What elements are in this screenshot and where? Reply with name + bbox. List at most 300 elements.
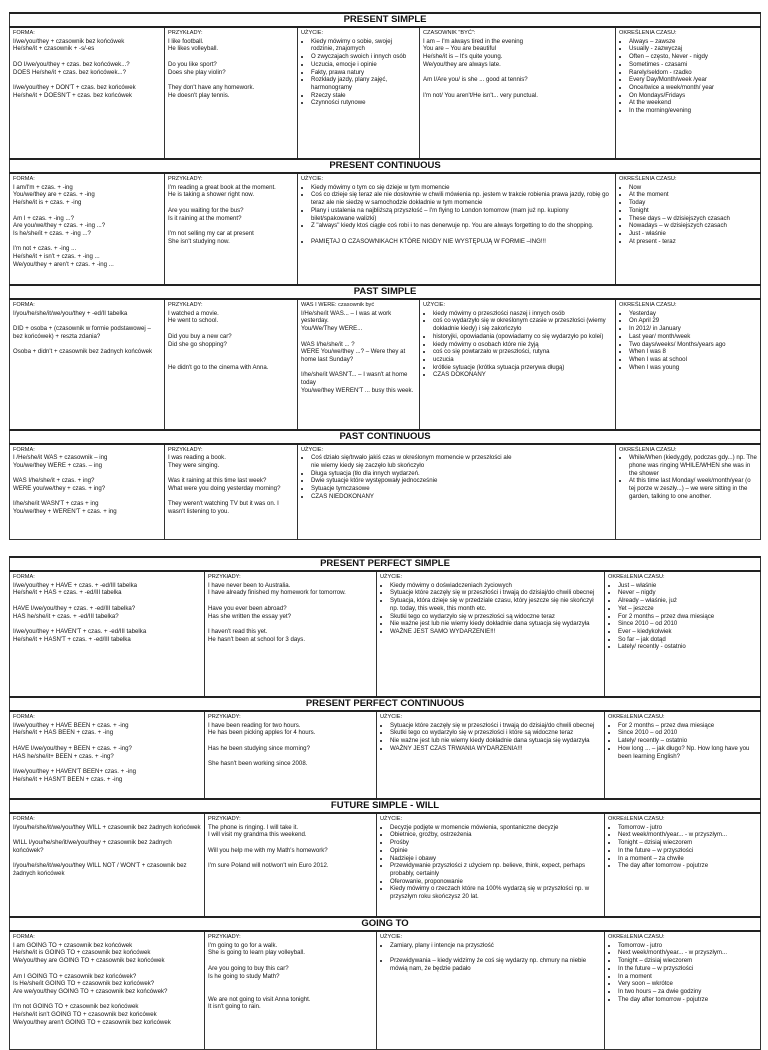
text-line: Was it raining at this time last week? [168, 477, 267, 485]
text-line [13, 341, 161, 349]
list-item: • Czynności rutynowe [311, 99, 416, 107]
text-line: It isn't going to rain. [208, 1003, 261, 1011]
text-line [168, 76, 294, 84]
text-line: I'm sure Poland will not/won't win Euro 2012. [208, 862, 329, 870]
list-item: • Kiedy mówimy o tym co się dzieje w tym momencie [311, 184, 612, 192]
przyklady-cell: PRZYKŁADY: I'm reading a great book at the moment. He is taking a shower right now. Are you waiting for the bus? Is it raining at the moment? I'm not selling my car at present She isn't studying now. [165, 173, 298, 285]
list-item: • Przewidywanie przyszłości z użyciem np. believe, think, expect, perhaps probably, certainly [390, 862, 601, 877]
section-title-past-simple: PAST SIMPLE [10, 285, 761, 299]
text-line [13, 493, 161, 501]
text-line: I/he/she/it WASN'T + czas + ing [13, 500, 99, 508]
text-line: HAVE I/we/you/they + czas. + -ed/III tabelka? [13, 604, 136, 612]
text-line: They were singing. [168, 461, 220, 469]
list-item: • Długa sytuacja (tło dla innych wydarzeń. [311, 470, 515, 478]
text-line: WERE You/we/they ...? – Were they at home last Sunday? [301, 348, 407, 363]
list-item: • Z "always" kiedy ktoś ciągle coś robi i to nas denerwuje np. You are always forgetting to do the shopping. [311, 222, 612, 230]
przyklady-cell: PRZYKłADY: I'm going to go for a walk. She is going to learn play volleyball. Are you going to buy this car? Is he going to study Math? We are not going to visit Anna tonight. It isn't going to rain. [205, 931, 377, 1049]
text-line: I/he/she/it WASN'T... – I wasn't at home today [301, 371, 410, 386]
list-item: • Now [629, 184, 757, 192]
uzycie-cell: UŻYCIE: • Sytuacje które zaczęły się w przeszłości i trwają do dzisiaj/do chwili obecnej • Skutki tego co wydarzyło się w przeszłości i które są widoczne teraz • Nie ważne jest lub nie wiemy kiedy dokładnie dana sytuacja się wydarzyła • WAŻNY JEST CZAS TRWANIA WYDARZENIA!!! [377, 711, 605, 799]
list-item: • Very soon – wkrótce [618, 980, 757, 988]
text-line: Has she written the essay yet? [208, 612, 291, 620]
list-item: • WAŻNE JEST SAMO WYDARZENIE!!! [390, 628, 601, 636]
list-item: • In the morning/evening [629, 107, 757, 115]
text-line [13, 238, 161, 246]
text-line: I am – I'm always tired in the evening [423, 37, 524, 45]
text-line: Did you buy a new car? [168, 332, 232, 340]
text-line: Is he/she/it + czas. + -ing ...? [13, 229, 91, 237]
list-item: • Last year/ month/week [629, 333, 757, 341]
text-line [168, 53, 294, 61]
list-item: • Skutki tego co wydarzyło się w przeszłości są widoczne teraz [390, 613, 601, 621]
text-line: I'm not selling my car at present [168, 229, 254, 237]
section-title-future-simple: FUTURE SIMPLE - WILL [10, 799, 761, 813]
przyklady-cell: PRZYKłADY: I have been reading for two hours. He has been picking apples for 4 hours. Has he been studying since morning? She hasn't been working since 2008. [205, 711, 377, 799]
list-item: • Dwie sytuacje które występowały jednocześnie [311, 477, 515, 485]
text-line: I am/I'm + czas. + -ing [13, 183, 73, 191]
text-line [208, 753, 373, 761]
bullet-list [301, 38, 416, 107]
text-line: I watched a movie. [168, 309, 219, 317]
text-line: He/she/it + isn't + czas. + -ing ... [13, 253, 100, 260]
uzycie-cell: UŻYCIE: • kiedy mówimy o przeszłości naszej i innych osób • coś co wydarzyło się w określonym czasie w przeszłości (wiemy dokładnie kiedy) i się zakończyło • historyjki, opowiadania (opowiadamy co się wydarzyło po kolei) • kiedy mówimy o osobach które nie żyją • coś co się powtarzało w przeszłości, rutyna • uczucia • krótkie sytuacje (krótka sytuacja przerywa długą) • CZAS DOKONANY [420, 299, 616, 429]
list-item: • Nadzieje i obawy [390, 855, 601, 863]
text-line: HAS he/she/it+ BEEN + czas. + -ing? [13, 752, 114, 760]
forma-cell: FORMA: I/we/you/they + HAVE BEEN + czas. + -ing He/she/it + HAS BEEN + czas. + -ing HAVE I/we/you/they + BEEN + czas. + -ing? HAS he/she/it+ BEEN + czas. + -ing? I/we/you/they + HAVEN'T BEEN+ czas. + -ing He/she/it + HASN'T BEEN + czas. + -ing [10, 711, 205, 799]
list-item: • When I was 8 [629, 348, 757, 356]
list-item: • Prośby [390, 839, 601, 847]
bullet-list [608, 722, 757, 761]
list-item: • Zamiary, plany i intencje na przyszłość [390, 942, 601, 950]
list-item: • Oferowanie, proponowanie [390, 878, 601, 886]
okreslenia-cell: OKREŚLENIA CZASU: • While/When (kiedy,gdy, podczas gdy...) np. The phone was ringing WHILE/WHEN she was in the shower • At this time last Monday/ week/month/year (o tej porze w zeszły...) – we were sitting in the garden, talking to one another. [616, 444, 761, 540]
list-item: • Today [629, 199, 757, 207]
list-item: • At the weekend [629, 99, 757, 107]
text-line: He/she/it is + czas. + -ing [13, 199, 82, 207]
text-line: You/We/They WERE... [301, 325, 363, 333]
sheet-bottom [9, 556, 760, 1050]
bullet-list [619, 454, 757, 500]
text-line: I was reading a book. [168, 454, 226, 462]
list-item: • Once/twice a week/month/ year [629, 84, 757, 92]
forma-cell: FORMA: I/we/you/they + HAVE + czas. + -ed/III tabelka He/she/it + HAS + czas. + -ed/III tabelka HAVE I/we/you/they + czas. + -ed/III tabelka? HAS he/she/it + czas. + -ed/III tabelka? I/we/you/they + HAVEN'T + czas. + -ed/III tabelka He/she/it + HASN'T + czas. + -ed/III tabelka [10, 571, 205, 697]
section-title-going-to: GOING TO [10, 917, 761, 931]
text-line: You/we/they are + czas. + -ing [13, 191, 95, 199]
list-item: • Coś działo się/trwało jakiś czas w określonym momencie w przeszłości ale nie wiemy kiedy się zaczęło lub skończyło [311, 454, 515, 469]
list-item: • Yet – jeszcze [618, 605, 757, 613]
list-item: • At the moment [629, 191, 757, 199]
forma-cell: FORMA: I/you/he/she/it/we/you/they + -ed/II tabelka DID + osoba + (czasownik w formie podstawowej – bez końcówek) + reszta zdania? Osoba + didn't + czasownik bez żadnych końcówek [10, 299, 165, 429]
list-item: • In 2012/ in January [629, 325, 757, 333]
text-line [208, 957, 373, 965]
list-item: • Decyzje podjęte w momencie mówienia, spontaniczne decyzje [390, 824, 601, 832]
list-item: • Next week/month/year... - w przyszłym... [618, 949, 757, 957]
text-line: We are not going to visit Anna tonight. [208, 995, 311, 1003]
list-item: • Often – często, Never - nigdy [629, 53, 757, 61]
przyklady-cell: PRZYKŁADY: I was reading a book. They were singing. Was it raining at this time last week? What were you doing yesterday morning? They weren't watching TV but it was on. I wasn't listening to you. [165, 444, 298, 540]
okreslenia-cell: OKREŚLENIA CZASU: • Always – zawsze • Usually - zazwyczaj • Often – często, Never - nigdy • Sometimes - czasami • Rarely/seldom - rzadko • Every Day/Month/week /year • Once/twice a week/month/ year • On Mondays/Fridays • At the weekend • In the morning/evening [616, 27, 761, 159]
text-line [13, 737, 201, 745]
list-item: • Never – nigdy [618, 589, 757, 597]
text-line [168, 222, 294, 230]
text-line: Do you like sport? [168, 60, 217, 68]
text-line: He didn't go to the cinema with Anna. [168, 363, 269, 371]
text-line: They don't have any homework. [168, 83, 255, 91]
list-item: • Rzeczy stałe [311, 92, 416, 100]
list-item: • On Mondays/Fridays [629, 92, 757, 100]
list-item: • When I was at school [629, 356, 757, 364]
text-line [301, 333, 416, 341]
text-line [168, 199, 294, 207]
list-item: • CZAS NIEDOKONANY [311, 493, 515, 501]
text-line: I'm not GOING TO + czasownik bez końcówek [13, 1003, 139, 1011]
list-item: • Tonight – dzisiaj wieczorem [618, 839, 757, 847]
text-line: He/she/it is GOING TO + czasownik bez końcówek [13, 949, 151, 957]
text-line [13, 470, 161, 478]
text-line: I'm not/ You aren't/He isn't... very punctual. [423, 91, 538, 99]
list-item: • Sytuacje które zaczęły się w przeszłości i trwają do dzisiaj/do chwili obecnej [390, 722, 601, 730]
row-past-simple [10, 299, 761, 429]
list-item: • At this time last Monday/ week/month/year (o tej porze w zeszły...) – we were sitting in the garden, talking to one another. [629, 477, 757, 500]
list-item: • Just - właśnie [629, 230, 757, 238]
list-item: • The day after tomorrow - pojutrze [618, 996, 757, 1004]
text-line [168, 356, 294, 364]
list-item: • In a moment [618, 973, 757, 981]
text-line: He/she/it isn't GOING TO + czasownik bez końcówek [13, 1011, 157, 1018]
text-line: He/she/it + DOESN'T + czas. bez końcówek [13, 91, 132, 99]
text-line [13, 76, 161, 84]
text-line: I have already finished my homework for tomorrow. [208, 589, 346, 597]
text-line: Am I/Are you/ is she ... good at tennis? [423, 76, 528, 84]
text-line: I have never been to Australia. [208, 581, 291, 589]
text-line [13, 965, 201, 973]
text-line: HAVE I/we/you/they + BEEN + czas. + -ing? [13, 744, 132, 752]
list-item: • kiedy mówimy o osobach które nie żyją [433, 341, 612, 349]
okreslenia-cell: OKREŚLENIA CZASU: • Yesterday • On April 29 • In 2012/ in January • Last year/ month/week • Two days/weeks/ Months/years ago • When I was 8 • When I was at school • When I was young [616, 299, 761, 429]
section-title-present-perfect-simple: PRESENT PERFECT SIMPLE [10, 557, 761, 571]
text-line: Am I GOING TO + czasownik bez końcówek? [13, 972, 137, 980]
text-line: I/He/she/it WAS... – I was at work yesterday. [301, 309, 393, 325]
text-line: Is He/she/it GOING TO + czasownik bez końcówek? [13, 980, 155, 988]
okreslenia-cell: OKREśLENIA CZASU: • Tomorrow - jutro • Next week/month/year... - w przyszłym... • Tonight – dzisiaj wieczorem • In the future – w przyszłości • In a moment – za chwile • The day after tomorrow - pojutrze [605, 813, 761, 917]
text-line: He/she/it + HASN'T BEEN + czas. + -ing [13, 775, 123, 783]
list-item: • uczucia [433, 356, 612, 364]
przyklady-cell: PRZYKłADY: I have never been to Australia. I have already finished my homework for tomorrow. Have you ever been abroad? Has she written the essay yet? I haven't read this yet. He hasn't been at school for 3 days. [205, 571, 377, 697]
text-line: He/she/it is – It's quite young. [423, 53, 503, 61]
list-item: • Nie ważne jest lub nie wiemy kiedy dokładnie dana sytuacja się wydarzyła [390, 737, 601, 745]
text-line: I/you/he/she/it/we/you/they + -ed/II tabelka [13, 309, 128, 317]
row-going-to [10, 931, 761, 1049]
list-item: • O zwyczajach swoich i innych osób [311, 53, 416, 61]
text-line [168, 470, 294, 478]
row-present-continuous [10, 173, 761, 285]
list-item: • Sometimes - czasami [629, 61, 757, 69]
list-item: • So far – jak dotąd [618, 636, 757, 644]
text-line: DOES He/she/it + czas. bez końcówek...? [13, 68, 126, 76]
list-item: • Opinie [390, 847, 601, 855]
row-past-continuous [10, 444, 761, 540]
list-item: • Sytuacje które zaczęły się w przeszłości i trwają do dzisiaj/do chwili obecnej [390, 589, 601, 597]
text-line: They weren't watching TV but it was on. I wasn't listening to you. [168, 500, 281, 516]
text-line [423, 84, 612, 92]
text-line [13, 317, 161, 325]
section-title-past-continuous: PAST CONTINUOUS [10, 430, 761, 444]
text-line: He/she/it + czasownik + -s/-es [13, 45, 95, 53]
text-line: I/we/you/they + HAVE + czas. + -ed/III tabelka [13, 581, 138, 589]
sheet-top [9, 12, 760, 540]
text-line [168, 348, 294, 356]
list-item: • Rozkłady jazdy, plany zajęć, harmonogramy [311, 76, 416, 91]
text-line: He has been picking apples for 4 hours. [208, 729, 316, 737]
text-line: He/she/it + HAS BEEN + czas. + -ing [13, 729, 114, 737]
list-item: • Coś co dzieje się teraz ale nie dosłownie w chwili mówienia np. jestem w trakcie robienia prawa jazdy, robię go teraz ale nie siedzę w samochodzie dokładnie w tym momencie [311, 191, 612, 206]
text-line: What were you doing yesterday morning? [168, 485, 281, 492]
forma-cell: FORMA: I am/I'm + czas. + -ing You/we/they are + czas. + -ing He/she/it is + czas. + -ing Am I + czas. + -ing ...? Are you/we/they + czas. + -ing ...? Is he/she/it + czas. + -ing ...? I'm not + czas. + -ing ... He/she/it + isn't + czas. + -ing ... We/you/they + aren't + czas. + -ing ... [10, 173, 165, 285]
bullet-list [619, 38, 757, 115]
list-item: • In the future – w przyszłości [618, 847, 757, 855]
list-item: • At present - teraz [629, 238, 757, 246]
text-line [13, 760, 201, 768]
przyklady-cell: PRZYKłADY: The phone is ringing. I will take it. I will visit my grandma this weekend. Will you help me with my Math's homework? I'm sure Poland will not/won't win Euro 2012. [205, 813, 377, 917]
list-item: • Since 2010 – od 2010 [618, 729, 757, 737]
text-line: Osoba + didn't + czasownik bez żadnych końcówek [13, 348, 153, 356]
list-item: • krótkie sytuacje (krótka sytuacja przerywa długą) [433, 364, 612, 372]
list-item: • Uczucia, emocje i opinie [311, 61, 416, 69]
text-line [208, 737, 373, 745]
text-line: I/we/you/they + czasownik bez końcówek [13, 37, 125, 45]
list-item: • In a moment – za chwile [618, 855, 757, 863]
text-line: I haven't read this yet. [208, 627, 268, 635]
list-item: • Skutki tego co wydarzyło się w przeszłości i które są widoczne teraz [390, 729, 601, 737]
list-item: • Sytuacja, która dzieje się w przedziale czasu, który jeszcze się nie skończył np. today, this week, this month etc. [390, 597, 601, 612]
text-line: I/we/you/they + DON'T + czas. bez końcówek [13, 83, 136, 91]
text-line [208, 839, 373, 847]
okreslenia-cell: OKREśLENIA CZASU: • Tomorrow - jutro • Next week/month/year... - w przyszłym... • Tonight – dzisiaj wieczorem • In the future – w przyszłości • In a moment • Very soon – wkrótce • In two hours – za dwie godziny • The day after tomorrow - pojutrze [605, 931, 761, 1049]
bullet-list [380, 582, 601, 636]
text-line [168, 325, 294, 333]
text-line: DO I/we/you/they + czas. bez końcówek...? [13, 60, 130, 68]
text-line: I'm reading a great book at the moment. [168, 183, 276, 191]
list-item: • The day after tomorrow - pojutrze [618, 862, 757, 870]
forma-cell: FORMA: I am GOING TO + czasownik bez końcówek He/she/it is GOING TO + czasownik bez końcówek We/you/they are GOING TO + czasownik bez końcówek Am I GOING TO + czasownik bez końcówek? Is He/she/it GOING TO + czasownik bez końcówek? Are we/you/they GOING TO + czasownik bez końcówek? I'm not GOING TO + czasownik bez końcówek He/she/it isn't GOING TO + czasownik bez końcówek We/you/they aren't GOING TO + czasownik bez końcówek [10, 931, 205, 1049]
list-item: • Sytuacje tymczasowe [311, 485, 515, 493]
uzycie-cell: UŻYCIE: • Kiedy mówimy o doświadczeniach życiowych • Sytuacje które zaczęły się w przeszłości i trwają do dzisiaj/do chwili obecnej • Sytuacja, która dzieje się w przedziale czasu, który jeszcze się nie skończył np. today, this week, this month etc. • Skutki tego co wydarzyło się w przeszłości są widoczne teraz • Nie ważne jest lub nie wiemy kiedy dokładnie dana sytuacja się wydarzyła • WAŻNE JEST SAMO WYDARZENIE!!! [377, 571, 605, 697]
list-item: • Przewidywania – kiedy widzimy że coś się wydarzy np. chmury na niebie mówią nam, że będzie padało [390, 957, 601, 972]
text-line: He/she/it + HASN'T + czas. + -ed/III tabelka [13, 635, 131, 643]
okreslenia-cell: OKREŚLENIA CZASU: • Now • At the moment • Today • Tonight • These days – w dzisiejszych czasach • Nowadays – w dzisiejszych czasach • Just - właśnie • At present - teraz [616, 173, 761, 285]
list-item: • For 2 months – przez dwa miesiące [618, 613, 757, 621]
text-line: I will visit my grandma this weekend. [208, 831, 307, 839]
text-line: I/we/you/they + HAVE BEEN + czas. + -ing [13, 721, 129, 729]
bullet-list [380, 942, 601, 973]
text-line: I'm not + czas. + -ing ... [13, 245, 77, 253]
list-item: • Tonight [629, 207, 757, 215]
bullet-list [301, 454, 515, 500]
text-line: You/we/they + WEREN'T + czas. + ing [13, 508, 117, 516]
text-line [423, 69, 612, 77]
text-line: Is he going to study Math? [208, 972, 280, 980]
uzycie-cell: UŻYCIE: • Kiedy mówimy o tym co się dzieje w tym momencie • Coś co dzieje się teraz ale nie dosłownie w chwili mówienia np. jestem w trakcie robienia prawa jazdy, robię go teraz ale nie siedzę w samochodzie dokładnie w tym momencie • Plany i ustalenia na najbliższą przyszłość – I'm flying to London tomorrow (mam już np. kupiony bilet/spakowane walizki) • Z "always" kiedy ktoś ciągle coś robi i to nas denerwuje np. You are always forgetting to do the shopping. • PAMIĘTAJ O CZASOWNIKACH KTÓRE NIGDY NIE WYSTĘPUJĄ W FORMIE –ING!!! [298, 173, 616, 285]
text-line [208, 597, 373, 605]
section-title-present-continuous: PRESENT CONTINUOUS [10, 159, 761, 173]
text-line: Have you ever been abroad? [208, 604, 287, 612]
bullet-list [423, 310, 612, 379]
bullet-list [380, 824, 601, 901]
text-line: She isn't studying now. [168, 237, 230, 245]
text-line [208, 620, 373, 628]
list-item: • Tonight – dzisiaj wieczorem [618, 957, 757, 965]
was-were-cell: WAS I WERE: czasownik być I/He/she/it WAS... – I was at work yesterday. You/We/They WERE... WAS I/he/she/it ... ? WERE You/we/they ...? – Were they at home last Sunday? I/he/she/it WASN'T... – I wasn't at home today You/we/they WEREN'T ... busy this week. [298, 299, 420, 429]
row-present-perfect-continuous [10, 711, 761, 799]
list-item: • PAMIĘTAJ O CZASOWNIKACH KTÓRE NIGDY NIE WYSTĘPUJĄ W FORMIE –ING!!! [311, 238, 612, 246]
text-line: WILL I/you/he/she/it/we/you/they + czasownik bez żadnych końcówek? [13, 839, 174, 854]
text-line [208, 980, 373, 988]
text-line [13, 996, 201, 1004]
text-line: Are you going to buy this car? [208, 964, 289, 972]
bullet-list [619, 184, 757, 246]
text-line: She hasn't been working since 2008. [208, 760, 308, 768]
list-item: • These days – w dzisiejszych czasach [629, 215, 757, 223]
list-item: • Tomorrow - jutro [618, 824, 757, 832]
list-item: • Already – właśnie, już [618, 597, 757, 605]
list-item: • Lately/ recently – ostatnio [618, 737, 757, 745]
list-item: • Fakty, prawa natury [311, 69, 416, 77]
row-present-simple [10, 27, 761, 159]
text-line: I'm going to go for a walk. [208, 941, 278, 949]
okreslenia-cell: OKREśLENIA CZASU: • Just – właśnie • Never – nigdy • Already – właśnie, już • Yet – jeszcze • For 2 months – przez dwa miesiące • Since 2010 – od 2010 • Ever – kiedykolwiek • So far – jak dotąd • Lately/ recently - ostatnio [605, 571, 761, 697]
text-line: DID + osoba + (czasownik w formie podstawowej – bez końcówek) + reszta zdania? [13, 325, 153, 340]
list-item: • In the future – w przyszłości [618, 965, 757, 973]
list-item: • Two days/weeks/ Months/years ago [629, 341, 757, 349]
okreslenia-cell: OKREśLENIA CZASU: • For 2 months – przez dwa miesiące • Since 2010 – od 2010 • Lately/ recently – ostatnio • How long ... – jak długo? Np. How long have you been learning English? [605, 711, 761, 799]
text-line: I/we/you/they + HAVEN'T + czas. + -ed/III tabelka [13, 627, 147, 635]
text-line [13, 597, 201, 605]
forma-cell: FORMA: I /He/she/it WAS + czasownik – ing You/we/they WERE + czas. – ing WAS I/he/she/it + czas. + ing? WERE you/we/they + czas. + ing? I/he/she/it WASN'T + czas + ing You/we/they + WEREN'T + czas. + ing [10, 444, 165, 540]
text-line: I/you/he/she/it/we/you/they WILL + czasownik bez żadnych końcówek [13, 823, 201, 831]
text-line: HAS he/she/it + czas. + -ed/III tabelka? [13, 612, 119, 620]
text-line: I am GOING TO + czasownik bez końcówek [13, 941, 133, 949]
list-item: • Just – właśnie [618, 582, 757, 590]
uzycie-cell: UŻYCIE: • Kiedy mówimy o sobie, swojej rodzinie, znajomych • O zwyczajach swoich i innych osób • Uczucia, emocje i opinie • Fakty, prawa natury • Rozkłady jazdy, plany zajęć, harmonogramy • Rzeczy stałe • Czynności rutynowe [298, 27, 420, 159]
text-line: Are you waiting for the bus? [168, 206, 244, 214]
text-line: You/we/they WERE + czas. – ing [13, 461, 103, 469]
text-line: He went to school. [168, 317, 219, 325]
text-line: Will you help me with my Math's homework? [208, 846, 328, 854]
bullet-list [301, 184, 612, 246]
list-item: • Kiedy mówimy o sobie, swojej rodzinie, znajomych [311, 38, 416, 53]
text-line: The phone is ringing. I will take it. [208, 823, 299, 831]
list-item: • Rarely/seldom - rzadko [629, 69, 757, 77]
text-line: WAS I/he/she/it + czas. + ing? [13, 477, 95, 485]
list-item: • How long ... – jak długo? Np. How long have you been learning English? [618, 745, 757, 760]
bullet-list [608, 582, 757, 651]
list-item: • On April 29 [629, 317, 757, 325]
text-line: Did she go shopping? [168, 340, 227, 348]
text-line: Has he been studying since morning? [208, 744, 310, 752]
text-line: We/you/they + aren't + czas. + -ing ... [13, 260, 114, 268]
uzycie-cell: UŻYCIE: • Coś działo się/trwało jakiś czas w określonym momencie w przeszłości ale nie wiemy kiedy się zaczęło lub skończyło • Długa sytuacja (tło dla innych wydarzeń. • Dwie sytuacje które występowały jednocześnie • Sytuacje tymczasowe • CZAS NIEDOKONANY [298, 444, 616, 540]
text-line: We/you/they aren't GOING TO + czasownik bez końcówek [13, 1018, 171, 1026]
text-line: I/you/he/she/it/we/you/they WILL NOT / WON'T + czasownik bez żadnych końcówek [13, 862, 189, 877]
text-line: Am I + czas. + -ing ...? [13, 214, 74, 222]
forma-cell: FORMA: I/we/you/they + czasownik bez końcówek He/she/it + czasownik + -s/-es DO I/we/you/they + czas. bez końcówek...? DOES He/she/it + czas. bez końcówek...? I/we/you/they + DON'T + czas. bez końcówek He/she/it + DOESN'T + czas. bez końcówek [10, 27, 165, 159]
text-line: He hasn't been at school for 3 days. [208, 635, 306, 643]
list-item: • CZAS DOKONANY [433, 371, 612, 379]
list-item: • Always – zawsze [629, 38, 757, 46]
list-item: • For 2 months – przez dwa miesiące [618, 722, 757, 730]
text-line: He doesn't play tennis. [168, 91, 230, 99]
list-item: • While/When (kiedy,gdy, podczas gdy...) np. The phone was ringing WHILE/WHEN she was in the shower [629, 454, 757, 477]
text-line: Does she play violin? [168, 68, 226, 76]
bullet-list [608, 942, 757, 1004]
text-line: I like football. [168, 37, 204, 45]
byc-cell: CZASOWNIK "BYĆ": I am – I'm always tired in the evening You are – You are beautiful He/she/it is – It's quite young. We/you/they are always late. Am I/Are you/ is she ... good at tennis? I'm not/ You aren't/He isn't... very punctual. [420, 27, 616, 159]
text-line: WAS I/he/she/it ... ? [301, 340, 355, 348]
uzycie-cell: UŻYCIE: • Decyzje podjęte w momencie mówienia, spontaniczne decyzje • Obietnice, groźby, ostrzeżenia • Prośby • Opinie • Nadzieje i obawy • Przewidywanie przyszłości z użyciem np. believe, think, expect, perhaps probably, certainly • Oferowanie, proponowanie • Kiedy mówimy o rzeczach które na 100% wydarzą się w przyszłości np. w przyszłym roku skończysz 20 lat. [377, 813, 605, 917]
list-item: • Ever – kiedykolwiek [618, 628, 757, 636]
text-line [13, 855, 201, 863]
text-line [13, 207, 161, 215]
list-item: • In two hours – za dwie godziny [618, 988, 757, 996]
text-line: He likes volleyball. [168, 45, 219, 53]
text-line [208, 855, 373, 863]
text-line [301, 364, 416, 372]
section-title-present-perfect-continuous: PRESENT PERFECT CONTINUOUS [10, 697, 761, 711]
list-item: • Kiedy mówimy o rzeczach które na 100% wydarzą się w przyszłości np. w przyszłym roku skończysz 20 lat. [390, 885, 601, 900]
przyklady-cell: PRZYKŁADY: I watched a movie. He went to school. Did you buy a new car? Did she go shopping? He didn't go to the cinema with Anna. [165, 299, 298, 429]
list-item: • coś co się powtarzało w przeszłości, rutyna [433, 348, 612, 356]
text-line: I /He/she/it WAS + czasownik – ing [13, 454, 108, 462]
bullet-list [608, 824, 757, 870]
row-present-perfect-simple [10, 571, 761, 697]
text-line: You/we/they WEREN'T ... busy this week. [301, 386, 414, 394]
text-line: He is taking a shower right now. [168, 191, 255, 199]
text-line [13, 53, 161, 61]
list-item: • Kiedy mówimy o doświadczeniach życiowych [390, 582, 601, 590]
text-line: Is it raining at the moment? [168, 214, 242, 222]
text-line: We/you/they are GOING TO + czasownik bez końcówek [13, 957, 165, 965]
list-item: • Next week/month/year... - w przyszłym... [618, 831, 757, 839]
uzycie-cell: UŻYCIE: • Zamiary, plany i intencje na przyszłość • Przewidywania – kiedy widzimy że coś się wydarzy np. chmury na niebie mówią nam, że będzie padało [377, 931, 605, 1049]
list-item: • When I was young [629, 364, 757, 372]
list-item: • Nowadays – w dzisiejszych czasach [629, 222, 757, 230]
text-line: You are – You are beautiful [423, 45, 496, 53]
text-line: I have been reading for two hours. [208, 721, 301, 729]
text-line: I/we/you/they + HAVEN'T BEEN+ czas. + -ing [13, 767, 137, 775]
list-item: • coś co wydarzyło się w określonym czasie w przeszłości (wiemy dokładnie kiedy) i się zakończyło [433, 317, 612, 332]
list-item: • historyjki, opowiadania (opowiadamy co się wydarzyło po kolei) [433, 333, 612, 341]
text-line: WERE you/we/they + czas. + ing? [13, 485, 106, 492]
text-line [13, 620, 201, 628]
list-item: • WAŻNY JEST CZAS TRWANIA WYDARZENIA!!! [390, 745, 601, 753]
list-item: • Tomorrow - jutro [618, 942, 757, 950]
list-item: • Plany i ustalenia na najbliższą przyszłość – I'm flying to London tomorrow (mam już np. kupiony bilet/spakowane walizki) [311, 207, 612, 222]
text-line: Are you/we/they + czas. + -ing ...? [13, 222, 106, 230]
text-line: Are we/you/they GOING TO + czasownik bez końcówek? [13, 987, 168, 995]
text-line: We/you/they are always late. [423, 60, 501, 68]
list-item: • Obietnice, groźby, ostrzeżenia [390, 831, 601, 839]
list-item: • Yesterday [629, 310, 757, 318]
forma-cell: FORMA: I/you/he/she/it/we/you/they WILL + czasownik bez żadnych końcówek WILL I/you/he/she/it/we/you/they + czasownik bez żadnych końcówek? I/you/he/she/it/we/you/they WILL NOT / WON'T + czasownik bez żadnych końcówek [10, 813, 205, 917]
bullet-list [619, 310, 757, 372]
text-line: She is going to learn play volleyball. [208, 949, 305, 957]
section-title-present-simple: PRESENT SIMPLE [10, 13, 761, 27]
row-future-simple [10, 813, 761, 917]
list-item: • Lately/ recently - ostatnio [618, 643, 757, 651]
list-item: • Since 2010 – od 2010 [618, 620, 757, 628]
text-line [168, 493, 294, 501]
list-item: • Usually - zazwyczaj [629, 45, 757, 53]
